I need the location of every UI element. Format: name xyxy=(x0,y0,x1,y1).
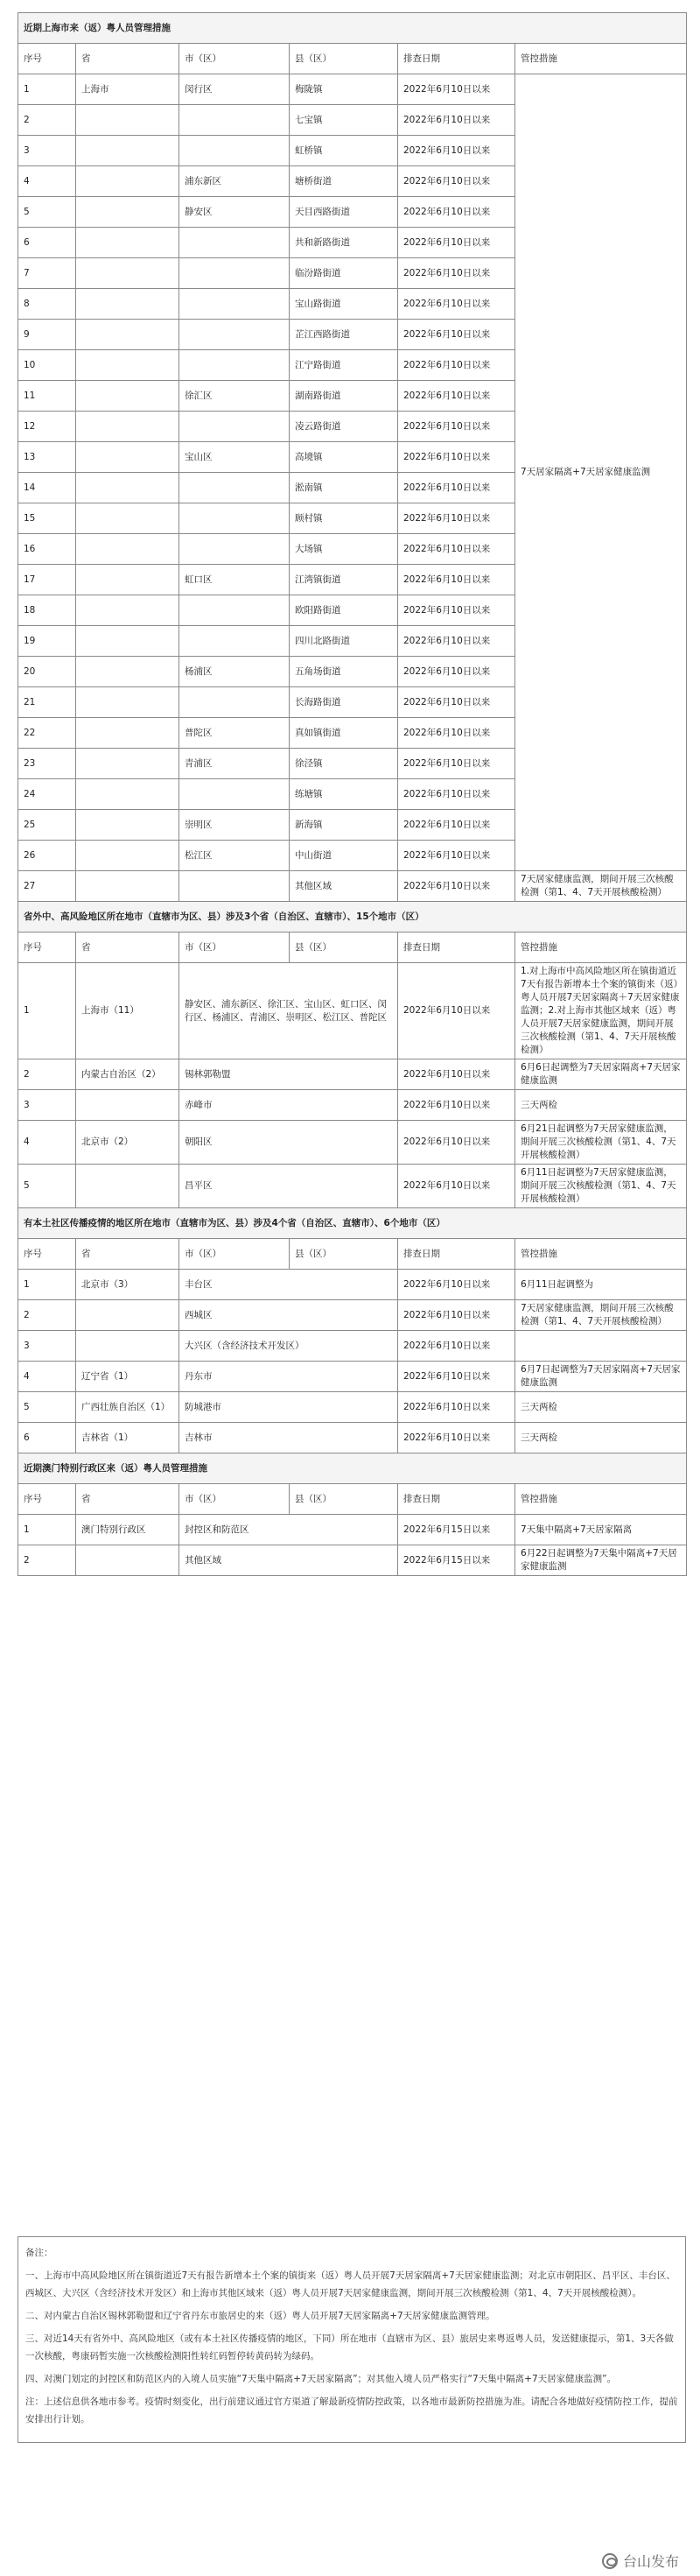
table-cell xyxy=(76,412,179,442)
table-cell: 9 xyxy=(18,320,76,350)
table-cell: 23 xyxy=(18,749,76,779)
table-cell: 4 xyxy=(18,1121,76,1165)
table-cell: 2022年6月10日以来 xyxy=(398,963,515,1059)
table-cell: 4 xyxy=(18,166,76,197)
section-title-text: 有本土社区传播疫情的地区所在地市（直辖市为区、县）涉及4个省（自治区、直辖市）、6个地市（区） xyxy=(18,1208,687,1239)
table-cell: 7 xyxy=(18,258,76,289)
table-cell: 七宝镇 xyxy=(290,105,398,136)
column-header: 管控措施 xyxy=(515,1484,687,1515)
table-cell: 大兴区（含经济技术开发区） xyxy=(179,1331,398,1362)
table-cell: 2022年6月10日以来 xyxy=(398,381,515,412)
table-cell xyxy=(179,289,290,320)
table-cell xyxy=(179,626,290,657)
table-cell: 2022年6月10日以来 xyxy=(398,1362,515,1392)
table-cell: 欧阳路街道 xyxy=(290,595,398,626)
header-row xyxy=(18,1484,687,1515)
table-cell: 2 xyxy=(18,105,76,136)
table-cell: 8 xyxy=(18,289,76,320)
measure-cell: 6月11日起调整为7天居家健康监测，期间开展三次核酸检测（第1、4、7天开展核酸检测） xyxy=(515,1165,687,1208)
table-cell: 2022年6月10日以来 xyxy=(398,565,515,595)
measure-cell: 6月21日起调整为7天居家健康监测，期间开展三次核酸检测（第1、4、7天开展核酸检测） xyxy=(515,1121,687,1165)
column-header: 管控措施 xyxy=(515,44,687,74)
table-cell xyxy=(76,657,179,687)
table-cell: 江湾镇街道 xyxy=(290,565,398,595)
table-row xyxy=(18,1362,687,1392)
table-row xyxy=(18,1121,687,1165)
table-cell xyxy=(76,779,179,810)
table-cell: 2022年6月10日以来 xyxy=(398,779,515,810)
table-row xyxy=(18,1270,687,1300)
table-cell xyxy=(76,1300,179,1331)
table-cell xyxy=(179,534,290,565)
table-cell xyxy=(76,687,179,718)
note-3: 三、对近14天有省外中、高风险地区（或有本土社区传播疫情的地区，下同）所在地市（直辖市为区、县）旅居史来粤返粤人员，发送健康提示，第1、3天各做一次核酸，粤康码暂实施一次核酸检测阳性转红码暂停转黄码转为绿码。 xyxy=(25,2333,674,2361)
table-cell: 3 xyxy=(18,1331,76,1362)
table-cell: 2022年6月10日以来 xyxy=(398,166,515,197)
notes-title: 备注： xyxy=(25,2248,53,2258)
table-cell xyxy=(76,350,179,381)
table-cell: 26 xyxy=(18,841,76,871)
table-cell xyxy=(76,136,179,166)
table-cell: 6 xyxy=(18,1423,76,1453)
column-header: 省 xyxy=(76,933,179,963)
table-cell: 2022年6月10日以来 xyxy=(398,74,515,105)
table-cell: 淞南镇 xyxy=(290,473,398,503)
table-cell: 湖南路街道 xyxy=(290,381,398,412)
column-header: 市（区） xyxy=(179,44,290,74)
table-cell: 2022年6月10日以来 xyxy=(398,228,515,258)
table-cell: 江宁路街道 xyxy=(290,350,398,381)
table-row xyxy=(18,1300,687,1331)
table-cell: 闵行区 xyxy=(179,74,290,105)
policy-table xyxy=(18,12,687,1576)
column-header: 管控措施 xyxy=(515,1239,687,1270)
table-cell: 2022年6月10日以来 xyxy=(398,534,515,565)
table-cell xyxy=(76,810,179,841)
column-header: 序号 xyxy=(18,933,76,963)
table-cell: 徐泾镇 xyxy=(290,749,398,779)
column-header: 排查日期 xyxy=(398,44,515,74)
table-cell: 2022年6月10日以来 xyxy=(398,1270,515,1300)
table-cell: 长海路街道 xyxy=(290,687,398,718)
note-4: 四、对澳门划定的封控区和防范区内的入境人员实施“7天集中隔离+7天居家隔离”；对其他入境人员严格实行“7天集中隔离+7天居家健康监测”。 xyxy=(25,2374,617,2384)
measure-cell: 6月7日起调整为7天居家隔离+7天居家健康监测 xyxy=(515,1362,687,1392)
header-row xyxy=(18,44,687,74)
table-cell xyxy=(76,749,179,779)
table-cell xyxy=(179,687,290,718)
table-cell: 2 xyxy=(18,1545,76,1576)
table-row xyxy=(18,1515,687,1545)
table-cell xyxy=(76,105,179,136)
table-cell: 新海镇 xyxy=(290,810,398,841)
table-row xyxy=(18,1545,687,1576)
table-cell: 临汾路街道 xyxy=(290,258,398,289)
table-cell: 静安区、浦东新区、徐汇区、宝山区、虹口区、闵行区、杨浦区、青浦区、崇明区、松江区、普陀区 xyxy=(179,963,398,1059)
wechat-icon xyxy=(602,2553,618,2569)
table-cell xyxy=(76,166,179,197)
column-header: 序号 xyxy=(18,44,76,74)
table-cell: 2022年6月10日以来 xyxy=(398,810,515,841)
table-cell: 17 xyxy=(18,565,76,595)
table-cell: 澳门特别行政区 xyxy=(76,1515,179,1545)
column-header: 省 xyxy=(76,1484,179,1515)
table-cell xyxy=(76,1090,179,1121)
column-header: 序号 xyxy=(18,1484,76,1515)
table-cell: 2022年6月10日以来 xyxy=(398,197,515,228)
table-cell xyxy=(179,105,290,136)
table-cell: 2022年6月10日以来 xyxy=(398,442,515,473)
table-cell: 2022年6月10日以来 xyxy=(398,871,515,902)
table-row xyxy=(18,74,687,105)
table-cell: 4 xyxy=(18,1362,76,1392)
table-cell xyxy=(179,473,290,503)
table-cell: 10 xyxy=(18,350,76,381)
table-cell: 2022年6月10日以来 xyxy=(398,718,515,749)
measure-cell: 7天居家健康监测，期间开展三次核酸检测（第1、4、7天开展核酸检测） xyxy=(515,1300,687,1331)
table-cell: 松江区 xyxy=(179,841,290,871)
table-cell: 其他区域 xyxy=(290,871,398,902)
note-1: 一、上海市中高风险地区所在镇街道近7天有报告新增本土个案的镇街来（返）粤人员开展7天居家隔离+7天居家健康监测；对北京市朝阳区、昌平区、丰台区、西城区、大兴区（含经济技术开发区）和上海市其他区域来（返）粤人员开展7天居家健康监测，期间开展三次核酸检测（第1、4、7天开展核酸检测）。 xyxy=(25,2270,676,2298)
table-row xyxy=(18,1423,687,1453)
note-5: 注：上述信息供各地市参考。疫情时刻变化，出行前建议通过官方渠道了解最新疫情防控政策，以各地市最新防控措施为准。请配合各地做好疫情防控工作，提前安排出行计划。 xyxy=(25,2397,678,2425)
measure-cell xyxy=(515,1331,687,1362)
column-header: 省 xyxy=(76,44,179,74)
table-cell: 高境镇 xyxy=(290,442,398,473)
table-cell xyxy=(179,595,290,626)
column-header: 县（区） xyxy=(290,1239,398,1270)
table-cell: 25 xyxy=(18,810,76,841)
table-cell: 北京市（2） xyxy=(76,1121,179,1165)
table-cell: 朝阳区 xyxy=(179,1121,398,1165)
table-cell xyxy=(76,320,179,350)
table-cell: 2022年6月10日以来 xyxy=(398,595,515,626)
watermark-text: 台山发布 xyxy=(622,2553,679,2570)
table-cell: 2022年6月10日以来 xyxy=(398,258,515,289)
table-row xyxy=(18,1331,687,1362)
table-cell: 15 xyxy=(18,503,76,534)
table-cell: 辽宁省（1） xyxy=(76,1362,179,1392)
table-cell: 大场镇 xyxy=(290,534,398,565)
section-title-text: 省外中、高风险地区所在地市（直辖市为区、县）涉及3个省（自治区、直辖市）、15个地市（区） xyxy=(18,902,687,933)
table-cell xyxy=(179,258,290,289)
column-header: 县（区） xyxy=(290,933,398,963)
table-row xyxy=(18,1392,687,1423)
table-cell: 青浦区 xyxy=(179,749,290,779)
section-title xyxy=(18,1453,687,1484)
table-cell: 2022年6月10日以来 xyxy=(398,289,515,320)
table-cell: 上海市（11） xyxy=(76,963,179,1059)
table-cell: 吉林市 xyxy=(179,1423,398,1453)
table-row xyxy=(18,963,687,1059)
table-cell: 吉林省（1） xyxy=(76,1423,179,1453)
table-row xyxy=(18,1090,687,1121)
measure-cell: 1.对上海市中高风险地区所在镇街道近7天有报告新增本土个案的镇街来（返）粤人员开展7天居家隔离＋7天居家健康监测；2.对上海市其他区域来（返）粤人员开展7天居家健康监测，期间开展三次核酸检测（第1、4、7天开展核酸检测） xyxy=(515,963,687,1059)
table-cell: 2022年6月10日以来 xyxy=(398,1090,515,1121)
table-cell: 18 xyxy=(18,595,76,626)
table-cell: 2022年6月10日以来 xyxy=(398,412,515,442)
table-cell: 1 xyxy=(18,1270,76,1300)
table-cell xyxy=(76,1545,179,1576)
table-cell: 昌平区 xyxy=(179,1165,398,1208)
table-cell: 12 xyxy=(18,412,76,442)
table-row xyxy=(18,871,687,902)
table-cell xyxy=(179,871,290,902)
table-cell xyxy=(76,841,179,871)
table-cell: 22 xyxy=(18,718,76,749)
table-cell: 13 xyxy=(18,442,76,473)
table-cell: 2022年6月10日以来 xyxy=(398,657,515,687)
table-cell: 锡林郭勒盟 xyxy=(179,1059,398,1090)
table-cell xyxy=(76,871,179,902)
table-cell: 虹口区 xyxy=(179,565,290,595)
table-cell: 20 xyxy=(18,657,76,687)
section-title-text: 近期澳门特别行政区来（返）粤人员管理措施 xyxy=(18,1453,687,1484)
table-cell: 2022年6月10日以来 xyxy=(398,1059,515,1090)
table-cell: 2022年6月10日以来 xyxy=(398,687,515,718)
table-cell xyxy=(76,534,179,565)
measure-cell: 三天两检 xyxy=(515,1392,687,1423)
table-cell: 2022年6月10日以来 xyxy=(398,1331,515,1362)
table-cell: 广西壮族自治区（1） xyxy=(76,1392,179,1423)
table-cell: 天目西路街道 xyxy=(290,197,398,228)
measure-cell: 三天两检 xyxy=(515,1423,687,1453)
column-header: 市（区） xyxy=(179,933,290,963)
measure-cell: 6月22日起调整为7天集中隔离+7天居家健康监测 xyxy=(515,1545,687,1576)
table-cell: 2022年6月10日以来 xyxy=(398,1392,515,1423)
table-cell: 19 xyxy=(18,626,76,657)
table-cell: 梅陇镇 xyxy=(290,74,398,105)
table-cell xyxy=(76,1331,179,1362)
table-cell: 虹桥镇 xyxy=(290,136,398,166)
table-cell: 崇明区 xyxy=(179,810,290,841)
table-cell: 2022年6月10日以来 xyxy=(398,350,515,381)
table-cell xyxy=(179,136,290,166)
watermark xyxy=(602,2551,679,2571)
table-cell: 塘桥街道 xyxy=(290,166,398,197)
column-header: 排查日期 xyxy=(398,1484,515,1515)
table-cell xyxy=(76,1165,179,1208)
table-cell: 2022年6月10日以来 xyxy=(398,503,515,534)
table-cell: 2 xyxy=(18,1059,76,1090)
table-cell xyxy=(179,779,290,810)
table-cell: 1 xyxy=(18,74,76,105)
table-cell: 1 xyxy=(18,1515,76,1545)
table-cell: 顾村镇 xyxy=(290,503,398,534)
column-header: 排查日期 xyxy=(398,933,515,963)
measure-cell: 6月6日起调整为7天居家隔离+7天居家健康监测 xyxy=(515,1059,687,1090)
table-cell: 上海市 xyxy=(76,74,179,105)
table-cell: 2022年6月10日以来 xyxy=(398,1300,515,1331)
table-cell: 5 xyxy=(18,1392,76,1423)
table-cell: 2022年6月10日以来 xyxy=(398,136,515,166)
table-cell xyxy=(76,595,179,626)
table-cell xyxy=(76,718,179,749)
table-cell xyxy=(179,503,290,534)
table-cell: 内蒙古自治区（2） xyxy=(76,1059,179,1090)
table-cell: 四川北路街道 xyxy=(290,626,398,657)
note-2: 二、对内蒙古自治区锡林郭勒盟和辽宁省丹东市旅居史的来（返）粤人员开展7天居家隔离+7天居家健康监测管理。 xyxy=(25,2311,495,2321)
table-cell: 静安区 xyxy=(179,197,290,228)
table-cell: 2022年6月10日以来 xyxy=(398,749,515,779)
table-cell xyxy=(76,565,179,595)
table-cell: 练塘镇 xyxy=(290,779,398,810)
table-cell: 徐汇区 xyxy=(179,381,290,412)
table-cell: 2022年6月10日以来 xyxy=(398,1423,515,1453)
table-cell: 21 xyxy=(18,687,76,718)
table-row xyxy=(18,1059,687,1090)
table-cell: 3 xyxy=(18,136,76,166)
table-cell: 丰台区 xyxy=(179,1270,398,1300)
table-cell: 3 xyxy=(18,1090,76,1121)
table-cell xyxy=(179,412,290,442)
table-cell: 1 xyxy=(18,963,76,1059)
notes-block xyxy=(18,2236,686,2443)
table-cell: 2022年6月10日以来 xyxy=(398,320,515,350)
table-cell: 11 xyxy=(18,381,76,412)
header-row xyxy=(18,933,687,963)
table-cell: 宝山路街道 xyxy=(290,289,398,320)
table-cell: 其他区域 xyxy=(179,1545,398,1576)
header-row xyxy=(18,1239,687,1270)
table-cell: 2022年6月10日以来 xyxy=(398,841,515,871)
table-cell: 杨浦区 xyxy=(179,657,290,687)
table-cell: 共和新路街道 xyxy=(290,228,398,258)
section-title xyxy=(18,13,687,44)
table-cell: 西城区 xyxy=(179,1300,398,1331)
table-cell xyxy=(76,442,179,473)
column-header: 省 xyxy=(76,1239,179,1270)
table-cell xyxy=(76,228,179,258)
table-cell: 防城港市 xyxy=(179,1392,398,1423)
column-header: 排查日期 xyxy=(398,1239,515,1270)
table-cell: 丹东市 xyxy=(179,1362,398,1392)
table-row xyxy=(18,1165,687,1208)
measure-cell: 7天居家隔离+7天居家健康监测 xyxy=(515,74,687,871)
table-cell: 2022年6月10日以来 xyxy=(398,1165,515,1208)
table-cell: 凌云路街道 xyxy=(290,412,398,442)
column-header: 市（区） xyxy=(179,1239,290,1270)
table-cell: 27 xyxy=(18,871,76,902)
table-cell: 2022年6月10日以来 xyxy=(398,626,515,657)
column-header: 市（区） xyxy=(179,1484,290,1515)
table-cell: 2022年6月10日以来 xyxy=(398,105,515,136)
table-cell xyxy=(76,289,179,320)
table-cell: 24 xyxy=(18,779,76,810)
table-cell xyxy=(179,350,290,381)
table-cell xyxy=(76,626,179,657)
table-cell: 赤峰市 xyxy=(179,1090,398,1121)
table-cell xyxy=(179,228,290,258)
measure-cell: 7天集中隔离+7天居家隔离 xyxy=(515,1515,687,1545)
table-cell: 2022年6月15日以来 xyxy=(398,1545,515,1576)
table-cell: 芷江西路街道 xyxy=(290,320,398,350)
table-cell: 5 xyxy=(18,197,76,228)
table-cell: 2 xyxy=(18,1300,76,1331)
table-cell: 中山街道 xyxy=(290,841,398,871)
column-header: 县（区） xyxy=(290,44,398,74)
table-cell xyxy=(76,503,179,534)
table-cell: 普陀区 xyxy=(179,718,290,749)
table-cell xyxy=(76,473,179,503)
table-cell: 宝山区 xyxy=(179,442,290,473)
section-title xyxy=(18,1208,687,1239)
table-cell xyxy=(76,381,179,412)
column-header: 县（区） xyxy=(290,1484,398,1515)
table-cell: 2022年6月10日以来 xyxy=(398,473,515,503)
measure-cell: 三天两检 xyxy=(515,1090,687,1121)
table-cell xyxy=(76,197,179,228)
table-cell: 北京市（3） xyxy=(76,1270,179,1300)
table-cell: 16 xyxy=(18,534,76,565)
table-cell: 封控区和防范区 xyxy=(179,1515,398,1545)
section-title-text: 近期上海市来（返）粤人员管理措施 xyxy=(18,13,687,44)
table-cell: 6 xyxy=(18,228,76,258)
table-cell: 14 xyxy=(18,473,76,503)
table-cell: 真如镇街道 xyxy=(290,718,398,749)
table-cell: 浦东新区 xyxy=(179,166,290,197)
section-title xyxy=(18,902,687,933)
measure-cell: 6月11日起调整为 xyxy=(515,1270,687,1300)
column-header: 管控措施 xyxy=(515,933,687,963)
table-cell: 2022年6月10日以来 xyxy=(398,1121,515,1165)
table-cell: 2022年6月15日以来 xyxy=(398,1515,515,1545)
column-header: 序号 xyxy=(18,1239,76,1270)
table-cell xyxy=(76,258,179,289)
table-cell: 五角场街道 xyxy=(290,657,398,687)
table-cell: 5 xyxy=(18,1165,76,1208)
table-cell xyxy=(179,320,290,350)
measure-cell: 7天居家健康监测，期间开展三次核酸检测（第1、4、7天开展核酸检测） xyxy=(515,871,687,902)
